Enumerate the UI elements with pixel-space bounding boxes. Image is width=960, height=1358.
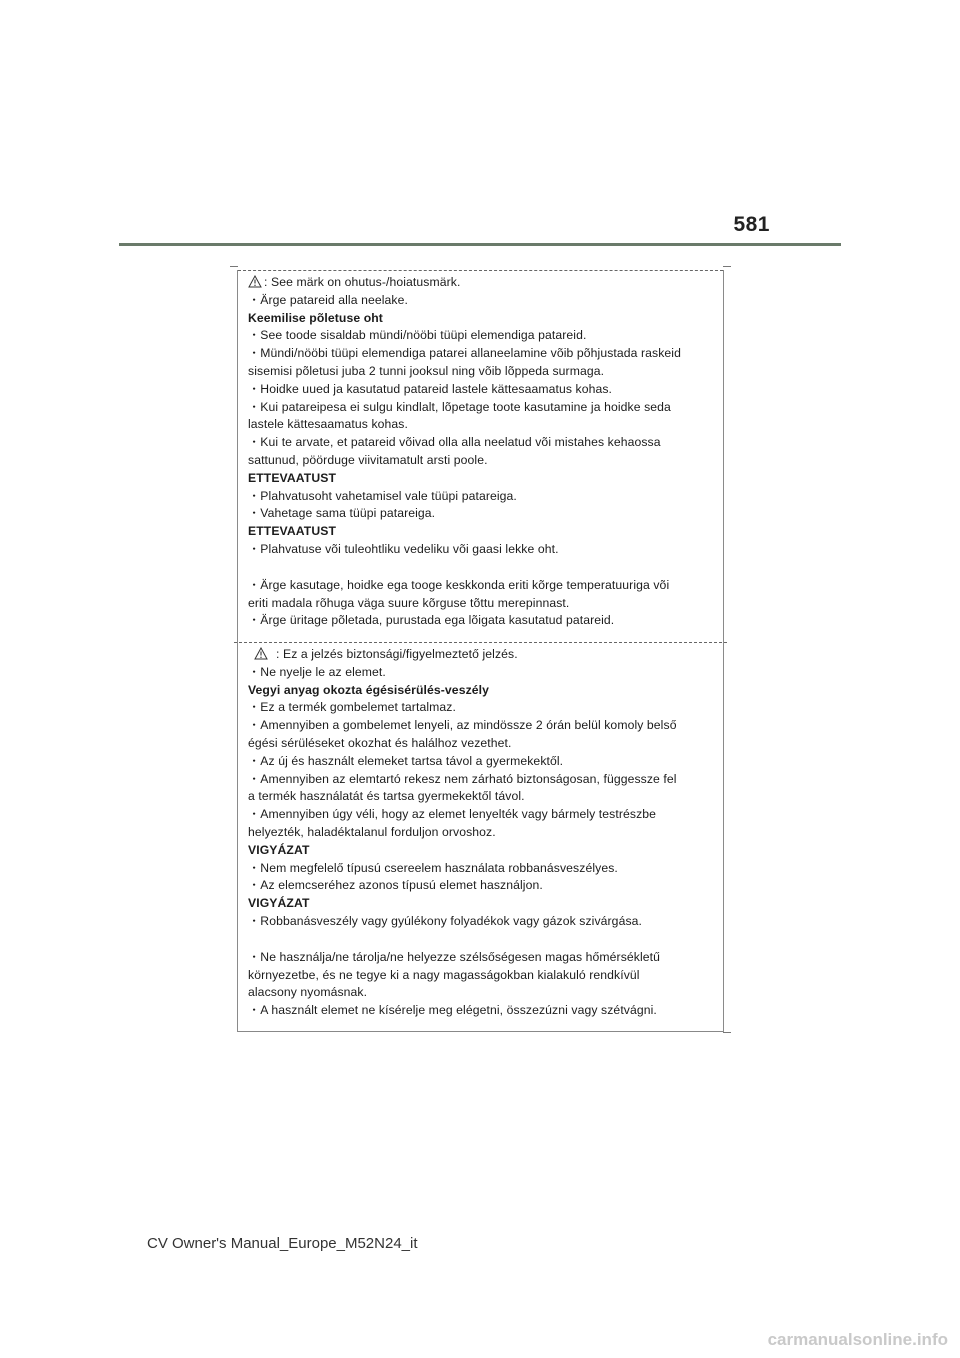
hungarian-text-line: ・Nem megfelelő típusú csereelem használata robbanásveszélyes. (248, 860, 618, 875)
hungarian-lines (248, 664, 715, 1020)
hungarian-text-line: ・Ne nyelje le az elemet. (248, 664, 386, 679)
estonian-text-line: lastele kättesaamatus kohas. (248, 417, 408, 432)
hungarian-heading: VIGYÁZAT (248, 896, 310, 911)
hungarian-text-line: ・Ez a termék gombelemet tartalmaz. (248, 700, 456, 715)
estonian-text-line: ・See toode sisaldab mündi/nööbi tüüpi elemendiga patareid. (248, 328, 587, 343)
estonian-text-line: sisemisi põletusi juba 2 tunni jooksul ning võib lõppeda surmaga. (248, 363, 605, 378)
estonian-symbol-text: : See märk on ohutus-/hoiatusmärk. (264, 275, 461, 289)
hungarian-text-line: ・A használt elemet ne kísérelje meg elégetni, összezúzni vagy szétvágni. (248, 1003, 657, 1018)
estonian-text-line: ・Ärge üritage põletada, purustada ega lõigata kasutatud patareid. (248, 613, 615, 628)
estonian-heading: ETTEVAATUST (248, 524, 336, 539)
hungarian-text-line: ・Amennyiben a gombelemet lenyeli, az mindössze 2 órán belül komoly belső (248, 718, 677, 733)
hungarian-text-line: alacsony nyomásnak. (248, 985, 368, 1000)
estonian-text-line: ・Hoidke uued ja kasutatud patareid lastele kättesaamatus kohas. (248, 381, 613, 396)
estonian-text-line: ・Mündi/nööbi tüüpi elemendiga patarei allaneelamine võib põhjustada raskeid (248, 346, 681, 361)
estonian-text-line: ・Ärge kasutage, hoidke ega tooge keskkonda eriti kõrge temperatuuriga või (248, 577, 670, 592)
corner-tick (230, 266, 238, 267)
scan-top-border (238, 270, 723, 271)
estonian-text-line: ・Kui patareipesa ei sulgu kindlalt, lõpetage toote kasutamine ja hoidke seda (248, 399, 671, 414)
watermark: carmanualsonline.info (767, 1330, 948, 1349)
footer-manual-id: CV Owner's Manual_Europe_M52N24_it (147, 1235, 418, 1252)
estonian-section (248, 274, 715, 630)
estonian-text-line: ・Plahvatusoht vahetamisel vale tüüpi patareiga. (248, 488, 517, 503)
hungarian-text-line: ・Az elemcseréhez azonos típusú elemet használjon. (248, 878, 543, 893)
paragraph-gap (248, 931, 715, 949)
estonian-heading: Keemilise põletuse oht (248, 310, 383, 325)
hungarian-section (248, 646, 715, 1020)
estonian-text-line: sattunud, pöörduge viivitamatult arsti poole. (248, 452, 488, 467)
hungarian-text-line: a termék használatát és tartsa gyermekektől távol. (248, 789, 525, 804)
hungarian-text-line: ・Robbanásveszély vagy gyúlékony folyadékok vagy gázok szivárgása. (248, 913, 642, 928)
hungarian-text-line: környezetbe, és ne tegye ki a nagy magasságokban kialakuló rendkívül (248, 967, 640, 982)
hungarian-text-line: égési sérüléseket okozhat és halálhoz vezethet. (248, 735, 512, 750)
hungarian-heading: Vegyi anyag okozta égésisérülés-veszély (248, 682, 490, 697)
hungarian-text-line: ・Amennyiben úgy véli, hogy az elemet lenyelték vagy bármely testrészbe (248, 807, 657, 822)
estonian-text-line: ・Kui te arvate, et patareid võivad olla alla neelatud või mistahes kehaossa (248, 435, 661, 450)
hungarian-text-line: ・Amennyiben az elemtartó rekesz nem zárható biztonságosan, függessze fel (248, 771, 677, 786)
estonian-text-line: ・Plahvatuse või tuleohtliku vedeliku või gaasi lekke oht. (248, 541, 559, 556)
estonian-symbol-line (248, 274, 715, 292)
hungarian-heading: VIGYÁZAT (248, 842, 310, 857)
warning-triangle-icon (254, 647, 268, 660)
paragraph-gap (248, 559, 715, 577)
scanned-warning-label (237, 270, 724, 1032)
estonian-text-line: ・Vahetage sama tüüpi patareiga. (248, 506, 436, 521)
hungarian-text-line: ・Ne használja/ne tárolja/ne helyezze szélsőségesen magas hőmérsékletű (248, 949, 661, 964)
language-divider (234, 642, 727, 643)
hungarian-symbol-text: : Ez a jelzés biztonsági/figyelmeztető jelzés. (276, 647, 518, 661)
header-rule (119, 243, 841, 246)
estonian-heading: ETTEVAATUST (248, 470, 336, 485)
estonian-text-line: eriti madala rõhuga väga suure kõrguse tõttu merepinnast. (248, 595, 570, 610)
estonian-lines (248, 292, 715, 630)
estonian-text-line: ・Ärge patareid alla neelake. (248, 292, 408, 307)
page-number: 581 (733, 213, 770, 236)
corner-tick (723, 266, 731, 267)
hungarian-text-line: helyezték, haladéktalanul forduljon orvoshoz. (248, 824, 496, 839)
scan-bottom-border (238, 1031, 723, 1032)
warning-triangle-icon (248, 275, 262, 288)
hungarian-symbol-line (248, 646, 715, 664)
hungarian-text-line: ・Az új és használt elemeket tartsa távol a gyermekektől. (248, 753, 564, 768)
corner-tick (723, 1032, 731, 1033)
